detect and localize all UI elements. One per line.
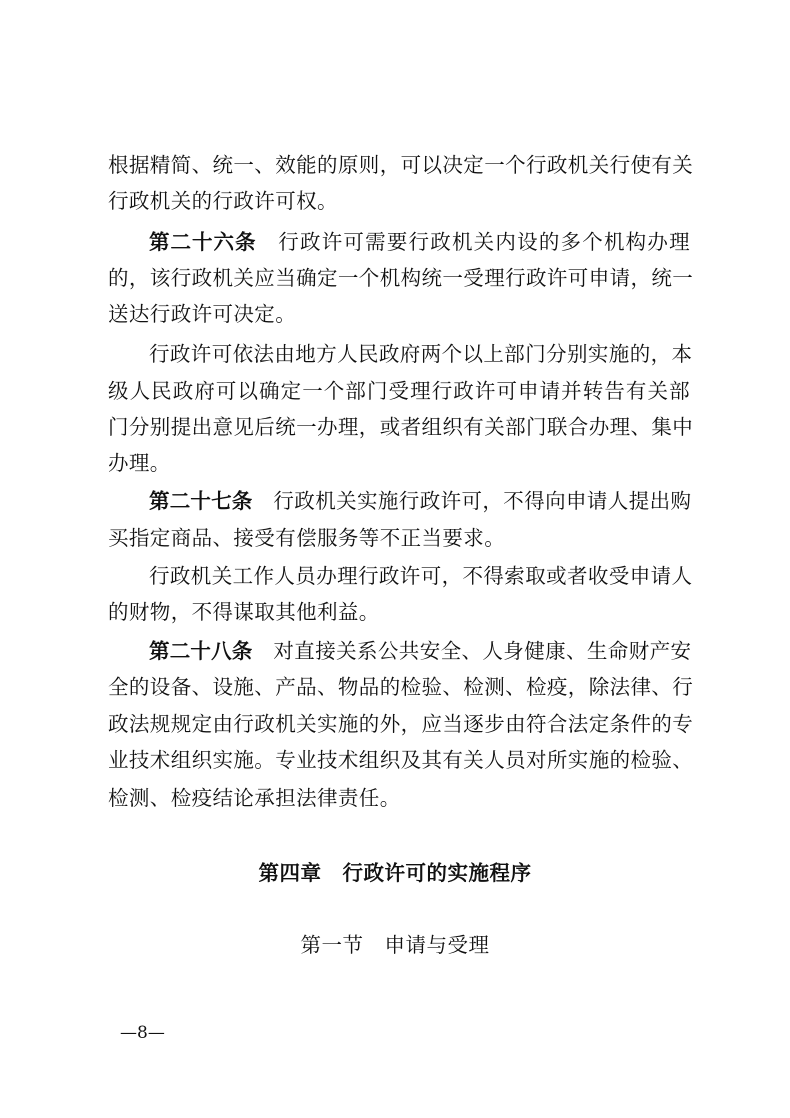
article-27-first-line: 第二十七条 行政机关实施行政许可，不得向申请人提出购 [149, 489, 692, 513]
article-number: 第二十六条 [149, 230, 257, 254]
article-number: 第二十七条 [149, 489, 253, 513]
article-26-first-line: 第二十六条 行政许可需要行政机关内设的多个机构办理 [149, 230, 690, 254]
page-number: —8— [120, 1023, 165, 1043]
text-line: 行政机关的行政许可权。 [108, 189, 338, 213]
section-heading: 第一节 申请与受理 [300, 933, 490, 957]
text-line: 的，该行政机关应当确定一个机构统一受理行政许可申请，统一 [108, 266, 694, 290]
text-line: 检测、检疫结论承担法律责任。 [108, 786, 401, 810]
chapter-heading: 第四章 行政许可的实施程序 [258, 861, 532, 885]
article-28-first-line: 第二十八条 对直接关系公共安全、人身健康、生命财产安 [149, 639, 692, 663]
text-line: 的财物，不得谋取其他利益。 [108, 600, 380, 624]
text-line: 全的设备、设施、产品、物品的检验、检测、检疫，除法律、行 [108, 675, 694, 699]
text-line: 买指定商品、接受有偿服务等不正当要求。 [108, 526, 506, 550]
article-number: 第二十八条 [149, 639, 253, 663]
text-line: 门分别提出意见后统一办理，或者组织有关部门联合办理、集中 [108, 415, 694, 439]
text-line: 业技术组织实施。专业技术组织及其有关人员对所实施的检验、 [108, 748, 694, 772]
text-line: 根据精简、统一、效能的原则，可以决定一个行政机关行使有关 [108, 153, 694, 177]
text-line: 行政机关工作人员办理行政许可，不得索取或者收受申请人 [149, 564, 693, 588]
text-line: 行政许可依法由地方人民政府两个以上部门分别实施的，本 [149, 342, 693, 366]
text-line: 办理。 [108, 451, 171, 475]
text-line: 政法规规定由行政机关实施的外，应当逐步由符合法定条件的专 [108, 712, 694, 736]
text-line: 送达行政许可决定。 [108, 302, 297, 326]
text-line: 级人民政府可以确定一个部门受理行政许可申请并转告有关部 [108, 379, 690, 403]
